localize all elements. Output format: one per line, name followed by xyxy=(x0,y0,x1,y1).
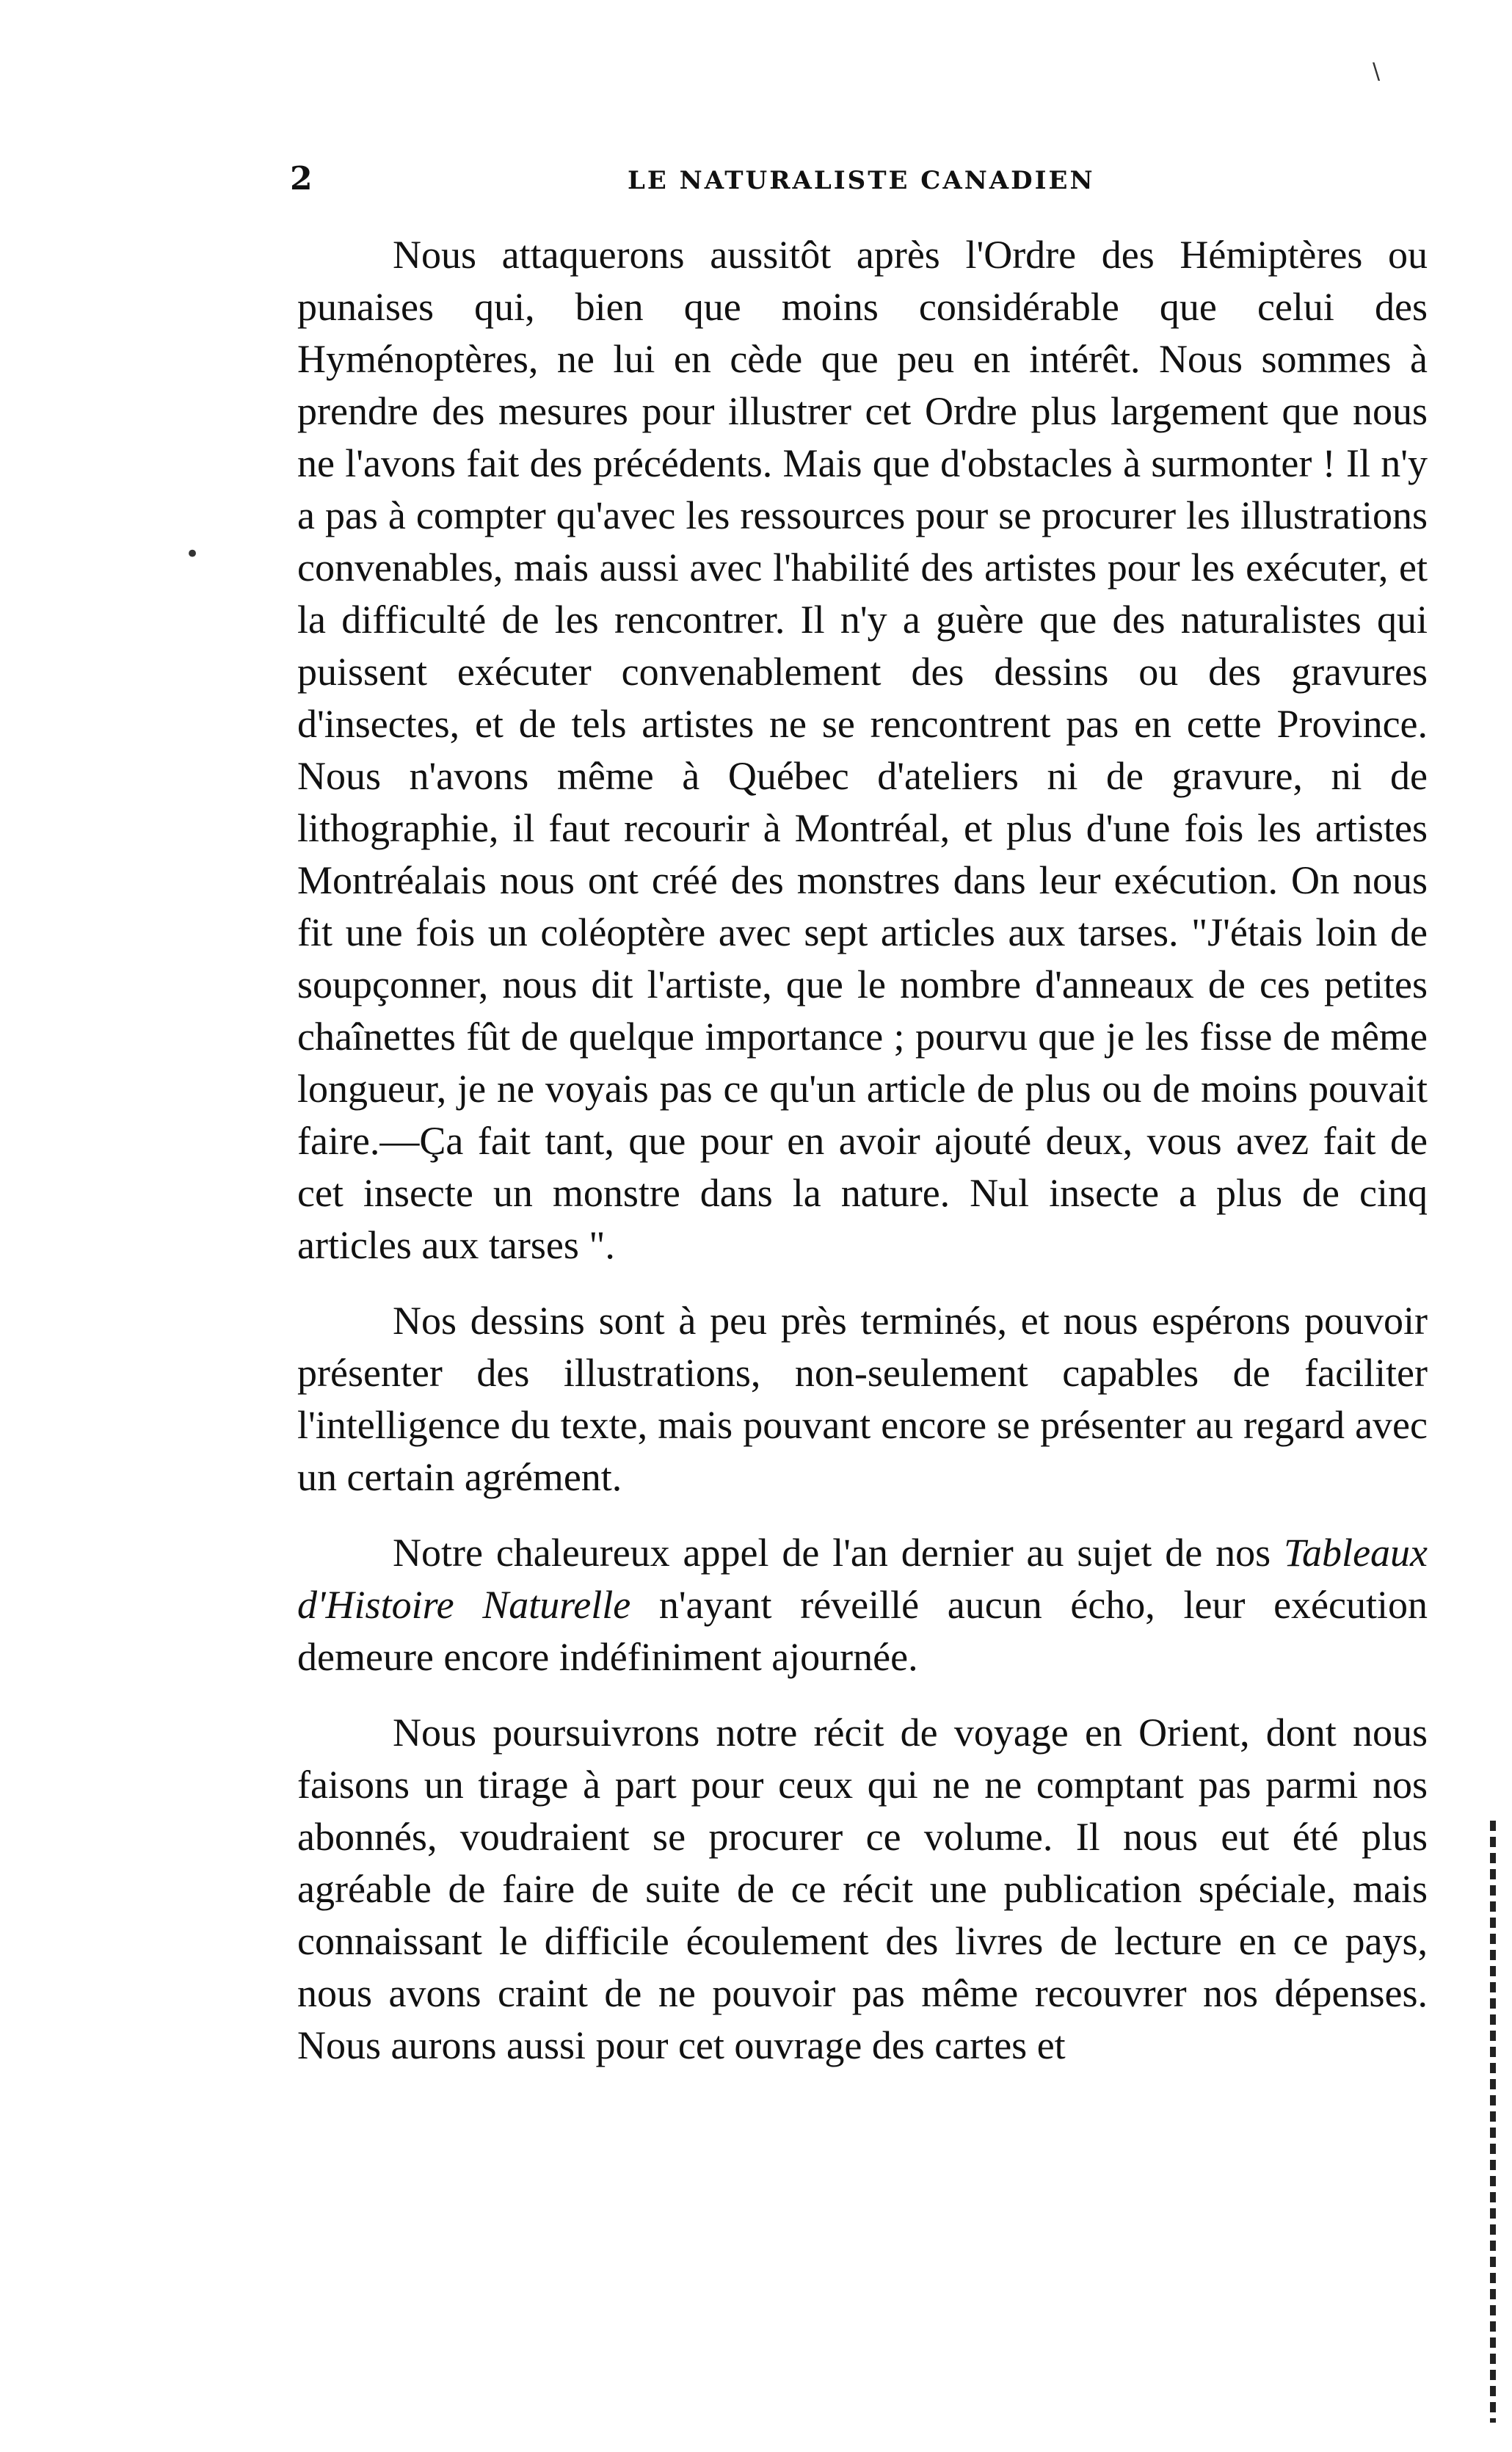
journal-title: LE NATURALISTE CANADIEN xyxy=(628,166,1095,195)
margin-speck: \ xyxy=(1373,59,1381,84)
paragraph-voyage-orient: Nous poursuivrons notre récit de voyage en Orient, dont nous faisons un tirage à part pour ceux qui ne ne comptant pas parmi nos abonnés, voudraient se procurer ce volume. Il nous eut été plus agréable de faire de suite de ce récit une publication spéciale, mais connaissant le difficile écoulement des livres de lecture en ce pays, nous avons craint de ne pouvoir pas même recouvrer nos dépenses. Nous aurons aussi pour cet ouvrage des cartes et xyxy=(297,1711,1428,2067)
paragraph-tableaux xyxy=(297,1527,1428,1683)
body-text xyxy=(297,229,1428,2072)
running-head xyxy=(290,160,1435,211)
paragraph-tableaux-intro: Notre chaleureux appel de l'an dernier au sujet de nos xyxy=(393,1531,1284,1575)
scan-edge-mark xyxy=(1490,1821,1496,2423)
margin-dot: • xyxy=(185,540,200,569)
page-number: 2 xyxy=(290,160,313,197)
paragraph-hemipteres: Nous attaquerons aussitôt après l'Ordre des Hémiptères ou punaises qui, bien que moins considérable que celui des Hyménoptères, ne lui en cède que peu en intérêt. Nous sommes à prendre des mesures pour illustrer cet Ordre plus largement que nous ne l'avons fait des précédents. Mais que d'obstacles à surmonter ! Il n'y a pas à compter qu'avec les ressources pour se procurer les illustrations convenables, mais aussi avec l'habilité des artistes pour les exécuter, et la difficulté de les rencontrer. Il n'y a guère que des naturalistes qui puissent exécuter convenablement des dessins ou des gravures d'insectes, et de tels artistes ne se rencontrent pas en cette Province. Nous n'avons même à Québec d'ateliers ni de gravure, ni de lithographie, il faut recourir à Montréal, et plus d'une fois les artistes Montréalais nous ont créé des monstres dans leur exécution. On nous fit une fois un coléoptère avec sept articles aux tarses. "J'étais loin de soupçonner, nous dit l'artiste, que le nombre d'anneaux de ces petites chaînettes fût de quelque importance ; pourvu que je les fisse de même longueur, je ne voyais pas ce qu'un article de plus ou de moins pouvait faire.—Ça fait tant, que pour en avoir ajouté deux, vous avez fait de cet insecte un monstre dans la nature. Nul insecte a plus de cinq articles aux tarses ". xyxy=(297,233,1428,1267)
tableaux-title: Tableaux d'Histoire Naturelle xyxy=(297,1531,1428,1627)
paragraph-tableaux-rest: n'ayant réveillé aucun écho, leur exécution demeure encore indéfiniment ajournée. xyxy=(297,1583,1428,1679)
paragraph-illustrations: Nos dessins sont à peu près terminés, et nous espérons pouvoir présenter des illustrations, non-seulement capables de faciliter l'intelligence du texte, mais pouvant encore se présenter au regard avec un certain agrément. xyxy=(297,1299,1428,1499)
